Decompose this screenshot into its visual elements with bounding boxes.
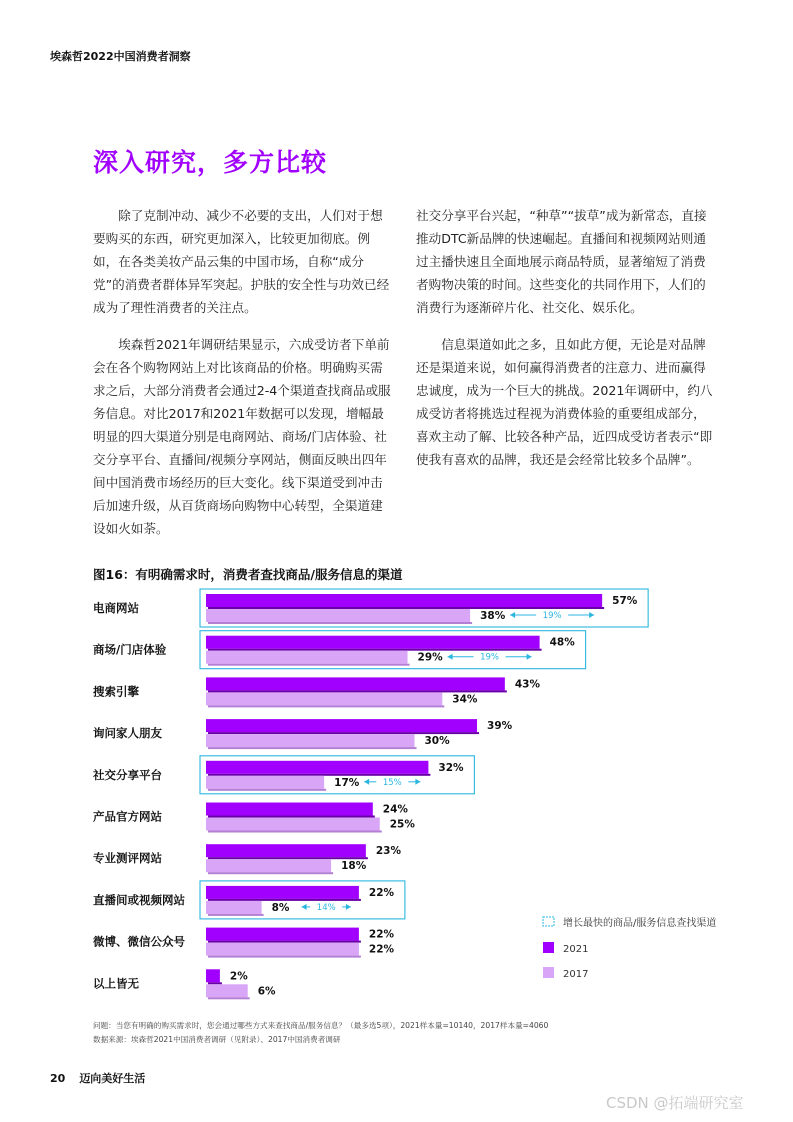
watermark: CSDN @拓端研究室 [606,1094,744,1112]
gap-label: 19% [542,611,562,621]
bar-2017-shadow [208,664,410,666]
bar-2021-shadow [208,857,368,859]
gap-arrow-head [415,779,420,785]
bar-2021 [206,844,366,857]
value-label-2017: 22% [368,943,395,956]
legend-highlight-label: 增长最快的商品/服务信息查找渠道 [563,918,717,929]
bar-2021 [206,677,505,690]
bar-2021 [206,719,477,732]
value-label-2021: 2% [229,970,248,983]
paragraph: 社交分享平台兴起，“种草”“拔草”成为新常态，直接推动DTC新品牌的快速崛起。直播间和视频网站则通过主播快速且全面地展示商品特质，显著缩短了消费者购物决策的时间。这些变化的共同作用下，人们的消费行为逐渐碎片化、社交化、娱乐化。 [416,208,707,315]
gap-label: 19% [480,652,500,663]
bar-2021 [206,636,540,649]
bar-2017 [206,818,380,831]
report-header: 埃森哲2022中国消费者洞察 [50,50,191,63]
bar-2017 [206,943,359,956]
category-label: 微博、微信公众号 [93,934,185,949]
legend-2017-swatch [543,967,554,978]
legend-2017-label: 2017 [563,969,589,980]
value-label-2021: 23% [375,845,401,858]
bar-2017-shadow [208,872,333,874]
paragraph: 埃森哲2021年调研结果显示，六成受访者下单前会在各个购物网站上对比该商品的价格。明确购买需求之后，大部分消费者会通过2-4个渠道查找商品或服务信息。对比2017和2021年数据可以发现，增幅最明显的四大渠道分别是电商网站、商场/门店体验、社交分享平台、直播间/视频分享网站，侧面反映出四年间中国消费市场经历的巨大变化。线下渠道受到冲击后加速升级，从百货商场向购物中心转型，全渠道建设如火如荼。 [93,337,391,536]
footer-section: 迈向美好生活 [79,1072,146,1085]
bar-2017-shadow [208,997,250,999]
chart-note-source: 数据来源：埃森哲2021中国消费者调研（见附录）、2017中国消费者调研 [93,1035,341,1044]
bar-2021-shadow [208,899,361,901]
value-label-2017: 29% [417,651,443,664]
bar-2021-shadow [208,774,430,776]
value-label-2017: 8% [271,901,290,914]
value-label-2017: 34% [452,693,478,706]
category-label: 搜索引擎 [93,684,139,699]
category-label: 电商网站 [93,601,139,615]
page-footer [50,1070,145,1086]
category-label: 商场/门店体验 [93,642,167,657]
value-label-2017: 17% [334,776,360,789]
legend-2021-swatch [543,942,554,953]
bar-2021 [206,803,373,816]
bar-2017-shadow [208,747,417,749]
value-label-2017: 25% [389,818,415,831]
value-label-2017: 6% [257,985,276,998]
legend-highlight-swatch [543,917,554,926]
page-number: 20 [50,1072,66,1085]
category-label: 专业测评网站 [93,851,162,866]
gap-label: 14% [316,902,336,913]
bar-2021 [206,886,359,899]
value-label-2021: 48% [549,636,575,649]
value-label-2021: 43% [514,678,540,691]
value-label-2021: 22% [368,928,395,941]
bar-2017-shadow [208,914,264,916]
bar-2017-shadow [208,831,382,833]
value-label-2021: 39% [487,720,513,733]
bar-2017 [206,859,331,872]
gap-arrow-head [589,612,594,618]
gap-label: 15% [382,777,402,788]
gap-arrow-head [510,612,515,618]
bar-2017 [206,692,442,705]
bar-2017-shadow [208,956,361,958]
bar-2017 [206,901,262,914]
value-label-2021: 22% [368,886,395,899]
value-label-2021: 24% [382,803,408,816]
section-title: 深入研究，多方比较 [93,148,328,177]
bar-2017-shadow [208,789,326,791]
bar-2021 [206,969,220,982]
bar-2017 [206,651,408,664]
bar-2021-shadow [208,690,507,692]
bar-2021-shadow [208,941,361,943]
bar-2021-shadow [208,982,222,984]
bar-2017 [206,609,470,622]
bar-2021 [206,761,428,774]
value-label-2017: 18% [341,860,367,873]
gap-arrow-head [346,904,351,910]
bar-2021 [206,594,602,607]
paragraph: 除了克制冲动、减少不必要的支出，人们对于想要购买的东西，研究更加深入，比较更加彻底。例如，在各类美妆产品云集的中国市场，自称“成分党”的消费者群体异军突起。护肤的安全性与功效已经成为了理性消费者的关注点。 [93,208,390,315]
category-label: 产品官方网站 [93,809,162,824]
category-label: 直播间或视频网站 [93,892,185,907]
gap-arrow-head [448,654,453,660]
bar-2021-shadow [208,732,479,734]
gap-arrow-head [364,779,369,785]
bar-2017 [206,776,324,789]
value-label-2021: 57% [612,595,638,607]
bar-2021-shadow [208,816,375,818]
legend-2021-label: 2021 [563,944,589,955]
category-label: 以上皆无 [93,976,139,991]
bar-2021 [206,928,359,941]
bar-2017-shadow [208,622,472,624]
chart-note-question: 问题：当您有明确的购买需求时，您会通过哪些方式来查找商品/服务信息？（最多选5项），2021样本量=10140，2017样本量=4060 [93,1021,549,1030]
gap-arrow-head [527,654,532,660]
bar-2017 [206,734,415,747]
figure-title: 图16：有明确需求时，消费者查找商品/服务信息的渠道 [93,567,403,582]
value-label-2017: 38% [480,610,506,622]
bar-2021-shadow [208,607,604,609]
bar-2017 [206,984,248,997]
category-label: 社交分享平台 [93,767,162,782]
gap-arrow-head [302,904,307,910]
bar-2017-shadow [208,705,444,707]
bar-2021-shadow [208,649,542,651]
value-label-2021: 32% [438,761,464,774]
value-label-2017: 30% [424,735,450,748]
category-label: 询问家人朋友 [93,726,162,741]
paragraph: 信息渠道如此之多，且如此方便，无论是对品牌还是渠道来说，如何赢得消费者的注意力、进而赢得忠诚度，成为一个巨大的挑战。2021年调研中，约八成受访者将挑选过程视为消费体验的重要组成部分，喜欢主动了解、比较各种产品，近四成受访者表示“即使我有喜欢的品牌，我还是会经常比较多个品牌”。 [416,337,713,467]
